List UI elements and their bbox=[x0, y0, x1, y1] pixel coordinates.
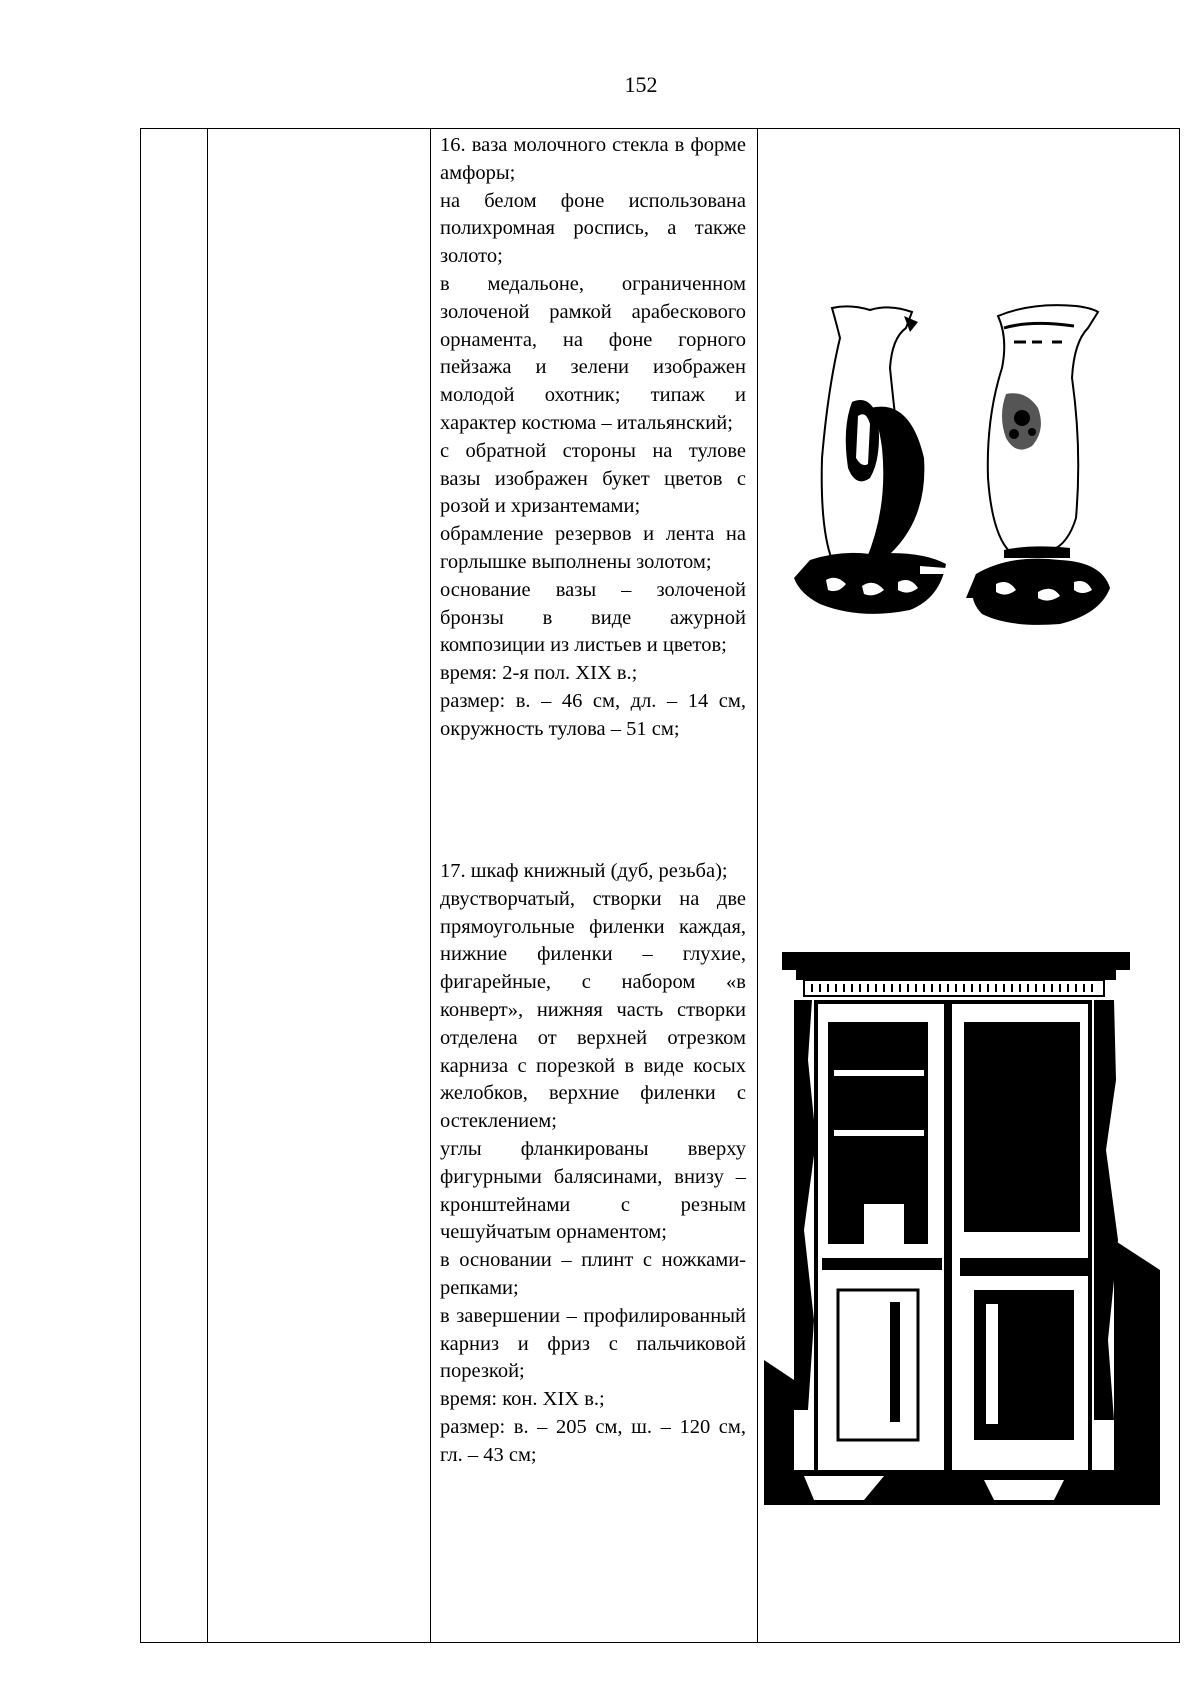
item-16-line: размер: в. – 46 см, дл. – 14 см, окружность тулова – 51 см; bbox=[440, 689, 746, 740]
item-17-line: в основании – плинт с ножками-репками; bbox=[440, 1249, 746, 1299]
item-17-line: углы фланкированы вверху фигурными балясинами, внизу – кронштейнами с резным чешуйчатым орнаментом; bbox=[440, 1137, 746, 1244]
page-number: 152 bbox=[624, 72, 658, 97]
item-16-description bbox=[440, 132, 746, 744]
item-16-line: на белом фоне использована полихромная роспись, а также золото; bbox=[440, 189, 746, 268]
item-17-line: время: кон. XIX в.; bbox=[440, 1388, 605, 1411]
item-16-line: обрамление резервов и лента на горлышке выполнены золотом; bbox=[440, 523, 746, 573]
column-divider bbox=[757, 129, 758, 1642]
vase-left-image bbox=[794, 306, 946, 613]
column-divider bbox=[207, 129, 208, 1642]
item-17-line: двустворчатый, створки на две прямоугольные филенки каждая, нижние филенки – глухие, фигарейные, с набором «в конверт», нижняя часть створки отделена от верхней отрезком карниза с порезкой в виде косых желобков, верхние филенки с остеклением; bbox=[440, 887, 746, 1133]
vase-right-image bbox=[966, 305, 1110, 625]
item-17-description bbox=[440, 858, 746, 1470]
bookcase-image bbox=[764, 940, 1160, 1505]
item-16-line: с обратной стороны на тулове вазы изображен букет цветов с розой и хризантемами; bbox=[440, 439, 746, 518]
item-16-line: 16. ваза молочного стекла в форме амфоры; bbox=[440, 134, 746, 184]
item-16-line: время: 2-я пол. XIX в.; bbox=[440, 662, 638, 685]
item-16-line: основание вазы – золоченой бронзы в виде ажурной композиции из листьев и цветов; bbox=[440, 578, 746, 657]
item-16-line: в медальоне, ограниченном золоченой рамкой арабескового орнамента, на фоне горного пейзажа и зелени изображен молодой охотник; типаж и характер костюма – итальянский; bbox=[440, 272, 746, 434]
vases-photo bbox=[770, 298, 1150, 660]
item-17-line: 17. шкаф книжный (дуб, резьба); bbox=[440, 860, 728, 882]
item-17-line: в завершении – профилированный карниз и фриз с пальчиковой порезкой; bbox=[440, 1304, 746, 1383]
bookcase-photo bbox=[764, 940, 1160, 1505]
item-17-line: размер: в. – 205 см, ш. – 120 см, гл. – 43 см; bbox=[440, 1415, 746, 1466]
column-divider bbox=[430, 129, 431, 1642]
